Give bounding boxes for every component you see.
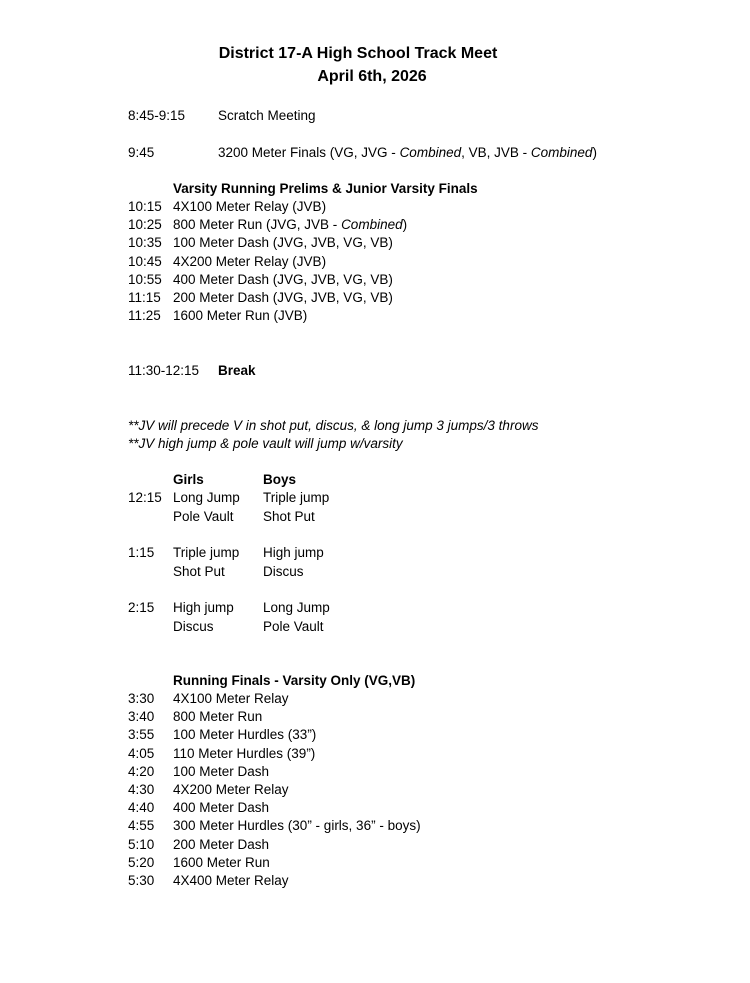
event-name: 100 Meter Dash xyxy=(173,763,270,779)
meet-date: April 6th, 2026 xyxy=(317,68,427,85)
field-group-2 xyxy=(128,544,324,581)
list-item xyxy=(128,234,407,252)
field-group-3 xyxy=(128,599,330,636)
list-item xyxy=(128,690,421,708)
boys-event: Discus xyxy=(263,563,304,579)
note-2: **JV high jump & pole vault will jump w/varsity xyxy=(128,436,403,451)
list-item xyxy=(128,198,407,216)
list-item xyxy=(128,872,421,890)
event-time: 11:25 xyxy=(128,308,161,324)
event-time: 3:30 xyxy=(128,691,155,706)
scratch-time: 8:45-9:15 xyxy=(128,108,186,123)
finals-3200-italic-a: Combined xyxy=(399,145,462,160)
list-item xyxy=(128,817,421,835)
boys-event: High jump xyxy=(263,545,324,560)
prelims-heading: Varsity Running Prelims & Junior Varsity Finals xyxy=(173,181,478,196)
event-name: 1600 Meter Run (JVB) xyxy=(173,308,308,324)
note-1: **JV will precede V in shot put, discus, & long jump 3 jumps/3 throws xyxy=(128,418,539,433)
scratch-label: Scratch Meeting xyxy=(218,108,316,123)
event-time: 3:55 xyxy=(128,727,155,743)
list-item xyxy=(128,745,421,763)
list-item xyxy=(128,216,407,234)
girls-event: Pole Vault xyxy=(173,508,234,524)
event-time: 10:55 xyxy=(128,271,162,287)
break-time: 11:30-12:15 xyxy=(128,363,200,378)
list-item xyxy=(128,289,407,307)
list-item xyxy=(128,271,407,289)
event-name: 100 Meter Hurdles (33”) xyxy=(173,727,317,743)
prelims-list xyxy=(128,198,407,325)
event-time: 10:15 xyxy=(128,199,162,214)
girls-header: Girls xyxy=(173,472,204,487)
boys-event: Long Jump xyxy=(263,600,330,615)
event-name: 300 Meter Hurdles (30” - girls, 36” - boys) xyxy=(173,818,421,834)
event-name: 100 Meter Dash (JVG, JVB, VG, VB) xyxy=(173,235,393,251)
event-time: 5:30 xyxy=(128,873,155,889)
list-item xyxy=(128,854,421,872)
boys-header: Boys xyxy=(263,472,297,487)
event-name: 4X200 Meter Relay (JVB) xyxy=(173,253,327,269)
event-time: 4:55 xyxy=(128,818,155,834)
break-label: Break xyxy=(218,363,256,378)
event-name: 400 Meter Dash (JVG, JVB, VG, VB) xyxy=(173,271,393,287)
boys-event: Pole Vault xyxy=(263,618,324,634)
event-time: 4:30 xyxy=(128,782,155,798)
event-name: 800 Meter Run (JVG, JVB - xyxy=(173,217,342,233)
event-time: 4:20 xyxy=(128,763,155,779)
event-name: 4X100 Meter Relay xyxy=(173,691,289,706)
list-item xyxy=(128,763,421,781)
girls-event: Discus xyxy=(173,618,214,634)
field-events-header xyxy=(128,471,296,490)
event-name: 200 Meter Dash xyxy=(173,836,270,852)
boys-event: Shot Put xyxy=(263,508,315,524)
girls-event: Shot Put xyxy=(173,563,225,579)
event-name: 1600 Meter Run xyxy=(173,854,270,870)
boys-event: Triple jump xyxy=(263,490,330,505)
finals-3200-text-a: 3200 Meter Finals (VG, JVG - xyxy=(218,145,400,160)
list-item xyxy=(128,836,421,854)
list-item xyxy=(128,781,421,799)
event-name: 4X400 Meter Relay xyxy=(173,873,289,889)
finals-heading: Running Finals - Varsity Only (VG,VB) xyxy=(173,673,416,688)
finals-3200-event xyxy=(218,144,597,162)
list-item xyxy=(128,799,421,817)
group-time: 2:15 xyxy=(128,600,155,615)
event-name: 4X100 Meter Relay (JVB) xyxy=(173,199,327,214)
event-name: 4X200 Meter Relay xyxy=(173,782,289,798)
page-title: District 17-A High School Track Meet xyxy=(218,45,498,62)
finals-list xyxy=(128,690,421,890)
girls-event: Long Jump xyxy=(173,490,240,505)
event-time: 11:15 xyxy=(128,290,161,306)
finals-3200-time: 9:45 xyxy=(128,145,155,160)
finals-3200-text-c: ) xyxy=(592,145,597,160)
event-time: 3:40 xyxy=(128,709,155,725)
event-time: 4:40 xyxy=(128,800,155,816)
event-italic: Combined xyxy=(341,217,403,233)
event-time: 5:10 xyxy=(128,836,155,852)
list-item xyxy=(128,307,407,325)
event-after: ) xyxy=(402,217,408,233)
event-name: 400 Meter Dash xyxy=(173,800,270,816)
event-time: 10:25 xyxy=(128,217,162,233)
girls-event: Triple jump xyxy=(173,545,240,560)
event-time: 5:20 xyxy=(128,854,155,870)
event-time: 10:35 xyxy=(128,235,162,251)
event-name: 200 Meter Dash (JVG, JVB, VG, VB) xyxy=(173,290,393,306)
event-time: 4:05 xyxy=(128,745,155,761)
group-time: 12:15 xyxy=(128,490,162,505)
event-time: 10:45 xyxy=(128,253,162,269)
list-item xyxy=(128,726,421,744)
event-name: 800 Meter Run xyxy=(173,709,263,725)
finals-3200-text-b: , VB, JVB - xyxy=(461,145,531,160)
field-group-1 xyxy=(128,489,329,526)
event-name: 110 Meter Hurdles (39”) xyxy=(173,745,316,761)
group-time: 1:15 xyxy=(128,545,155,560)
finals-3200-italic-b: Combined xyxy=(530,145,593,160)
girls-event: High jump xyxy=(173,600,234,615)
list-item xyxy=(128,253,407,271)
list-item xyxy=(128,708,421,726)
